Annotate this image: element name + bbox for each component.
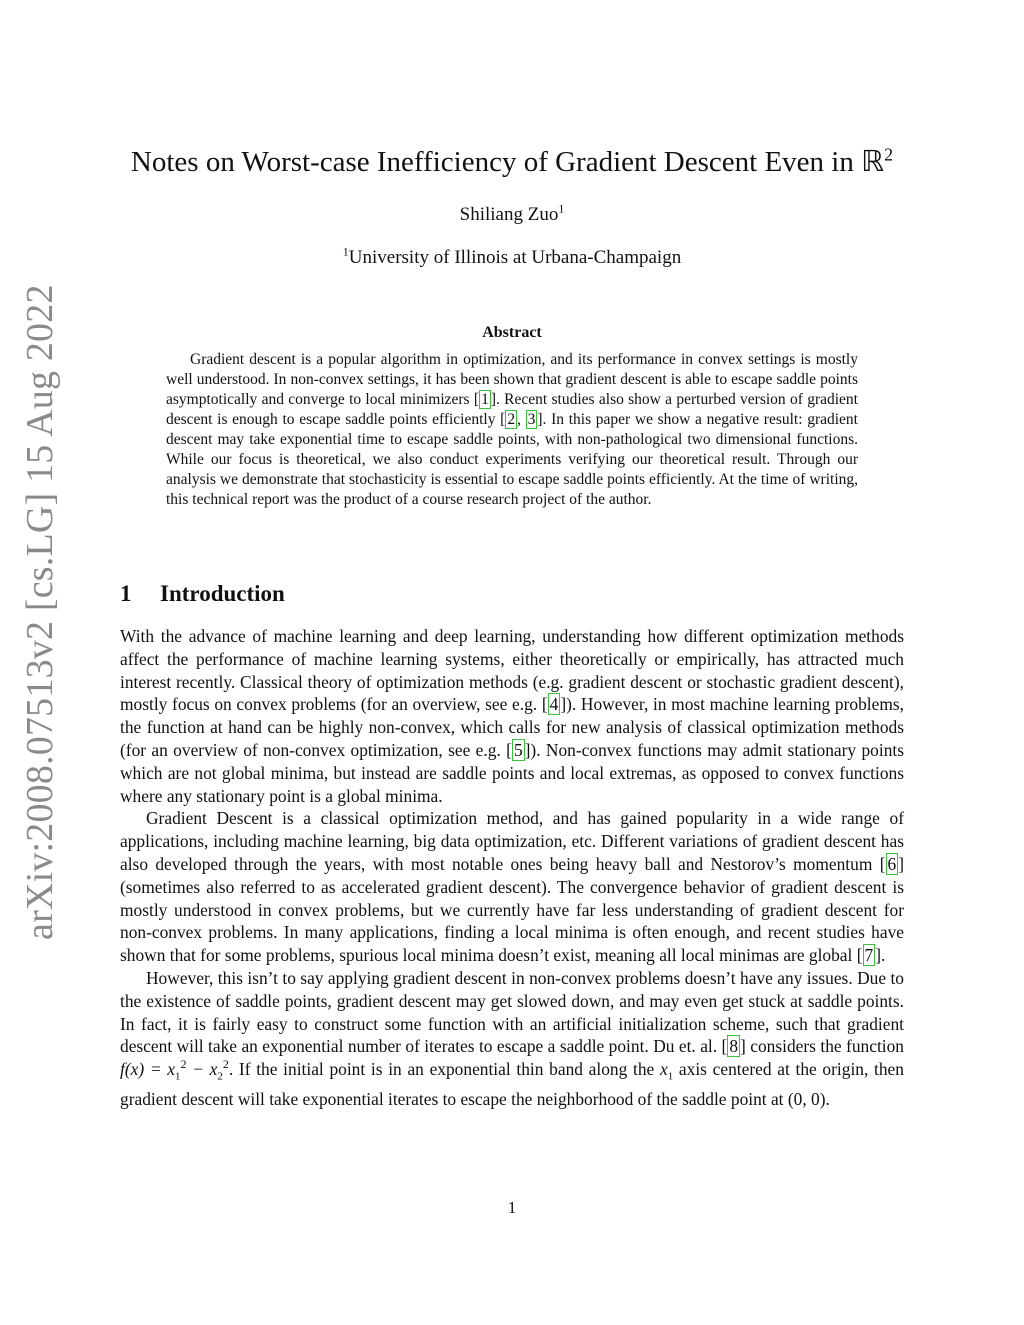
abstract-heading: Abstract [482, 324, 542, 341]
author-name [100, 202, 924, 228]
paper-title-superscript: 2 [884, 144, 894, 165]
math-superscript: 2 [222, 1057, 229, 1072]
paragraph-text: Gradient Descent is a classical optimization method, and has gained popularity in a wide range of applications, including machine learning, big data optimization, etc. Different variations of gradient descent has also developed through the years, with most notable ones being heavy ball and Nestorov’s momentum [120, 808, 904, 874]
page-number: 1 [507, 1198, 517, 1217]
paragraph-text: considers the function [745, 1036, 904, 1057]
section-title: Introduction [160, 581, 285, 606]
section-number: 1 [120, 581, 132, 606]
author-affiliation-marker: 1 [558, 201, 565, 216]
paragraph: However, this isn’t to say applying gradient descent in non-convex problems doesn’t have any issues. Due to the existence of saddle points, gradient descent may get slowed down, and may even get stuck at saddle points. In fact, it is fairly easy to construct some function with an artificial initialization scheme, such that gradient descent will take an exponential number of iterates to escape a saddle point. Du et. al. [ 8 ] considers the function $f(x) = x_1^2 - x_2^2$. If the initial point is in an exponential thin band along the $x_1$ axis centered at the origin, then gradient descent will take exponential iterates to escape the neighborhood of the saddle point at (0, 0). [120, 967, 904, 1110]
paragraph-text: . [825, 1089, 830, 1110]
abstract-text: . Recent studies also show a perturbed version of gradient descent is enough to escape saddle points efficiently [ [166, 391, 858, 428]
citation-link[interactable]: 1 [481, 391, 489, 408]
paragraph-text: . If the initial point is in an exponential thin band along the [228, 1059, 660, 1080]
math-text: − x [186, 1059, 218, 1080]
paper-title [100, 142, 924, 182]
paragraph: Gradient Descent is a classical optimization method, and has gained popularity in a wide range of applications, including machine learning, big data optimization, etc. Different variations of gradient descent has also developed through the years, with most notable ones being heavy ball and Nestorov’s momentum [ 6 ] (sometimes also referred to as accelerated gradient descent). The convergence behavior of gradient descent is mostly understood in convex problems, but we currently have far less understanding of gradient descent for non-convex problems. In many applications, finding a local minima is often enough, and recent studies have shown that for some problems, spurious local minima doesn’t exist, meaning all local minimas are global [ 7 ]. [120, 808, 904, 966]
math-superscript: 2 [180, 1057, 187, 1072]
math-expression: (0, 0) [787, 1089, 826, 1110]
citation-link[interactable]: 8 [729, 1036, 739, 1057]
paragraph-text: ]). Non-convex functions may admit stationary points which are not global minima, but instead are saddle points and local extremas, as opposed to convex functions where any stationary point is a global minima. [120, 739, 904, 806]
introduction-body [120, 625, 904, 1111]
math-expression [120, 1057, 229, 1083]
affiliation-marker: 1 [342, 244, 349, 259]
author-name-text: Shiliang Zuo [459, 204, 559, 225]
citation-link[interactable]: 7 [864, 945, 874, 966]
math-subscript: 1 [175, 1070, 181, 1083]
paragraph-text: axis centered at the origin, then gradient descent will take exponential iterates to escape the neighborhood of the saddle point at [120, 1059, 904, 1110]
citation-link[interactable]: 6 [887, 853, 897, 874]
paragraph-text: (sometimes also referred to as accelerated gradient descent). The convergence behavior of gradient descent is mostly understood in convex problems, but we currently have far less understanding of gradient descent for non-convex problems. In many applications, finding a local minima is often enough, and recent studies have shown that for some problems, spurious local minima doesn’t exist, meaning all local minimas are global [120, 876, 904, 966]
math-subscript: 1 [667, 1070, 674, 1083]
citation-link[interactable]: 2 [507, 411, 516, 428]
arxiv-identifier-stamp: arXiv:2008.07513v2 [cs.LG] 15 Aug 2022 [19, 284, 61, 940]
paragraph-text: ]). However, in most machine learning problems, the function at hand can be highly non-convex, which calls for new analysis of classical optimization methods (for an overview of non-convex optimization, see e.g. [ [120, 694, 904, 760]
paper-title-text: Notes on Worst-case Inefficiency of Gradient Descent Even in ℝ [130, 146, 885, 178]
section-heading [120, 578, 920, 610]
citation-link[interactable]: 5 [513, 739, 523, 760]
paragraph-text: However, this isn’t to say applying gradient descent in non-convex problems doesn’t have any issues. Due to the existence of saddle points, gradient descent may get slowed down, and may even get stuck at saddle points. In fact, it is fairly easy to construct some function with an artificial initialization scheme, such that gradient descent will take an exponential number of iterates to escape a saddle point. Du et. al. [120, 967, 904, 1057]
paragraph [120, 625, 904, 807]
citation-link[interactable]: 3 [527, 411, 536, 428]
paragraph-text: . [881, 945, 886, 966]
paragraph-text: With the advance of machine learning and deep learning, understanding how different optimization methods affect the performance of machine learning systems, either theoretically or empirically, has attracted much interest recently. Classical theory of optimization methods (e.g. gradient descent or stochastic gradient descent), mostly focus on convex problems (for an overview, see e.g. [ [120, 626, 904, 715]
abstract-text: ]. In this paper we show a negative result: gradient descent may take exponential time to escape saddle points, with non-pathological two dimensional functions. While our focus is theoretical, we also conduct experiments verifying our theoretical result. Through our analysis we demonstrate that stochasticity is essential to escape saddle points efficiently. At the time of writing, this technical report was the product of a course research project of the author. [166, 411, 858, 508]
math-expression [659, 1059, 674, 1083]
math-text: f(x) = x [120, 1059, 175, 1080]
affiliation-text: University of Illinois at Urbana-Champaign [348, 247, 682, 268]
citation-link[interactable]: 4 [549, 694, 559, 715]
abstract-text: Gradient descent is a popular algorithm in optimization, and its performance in convex settings is mostly well understood. In non-convex settings, it has been shown that gradient descent is able to escape saddle points asymptotically and converge to local minimizers [166, 351, 858, 408]
affiliation [100, 245, 924, 271]
abstract-body: Gradient descent is a popular algorithm in optimization, and its performance in convex settings is mostly well understood. In non-convex settings, it has been shown that gradient descent is able to escape saddle points asymptotically and converge to local minimizers [ 1 ]. Recent studies also show a perturbed version of gradient descent is enough to escape saddle points efficiently [ 2 , 3 ]. In this paper we show a negative result: gradient descent may take exponential time to escape saddle points, with non-pathological two dimensional functions. While our focus is theoretical, we also conduct experiments verifying our theoretical result. Through our analysis we demonstrate that stochasticity is essential to escape saddle points efficiently. At the time of writing, this technical report was the product of a course research project of the author. [166, 351, 858, 508]
math-subscript: 2 [217, 1070, 223, 1083]
math-text: x [659, 1059, 668, 1080]
abstract-text: , [517, 411, 526, 428]
